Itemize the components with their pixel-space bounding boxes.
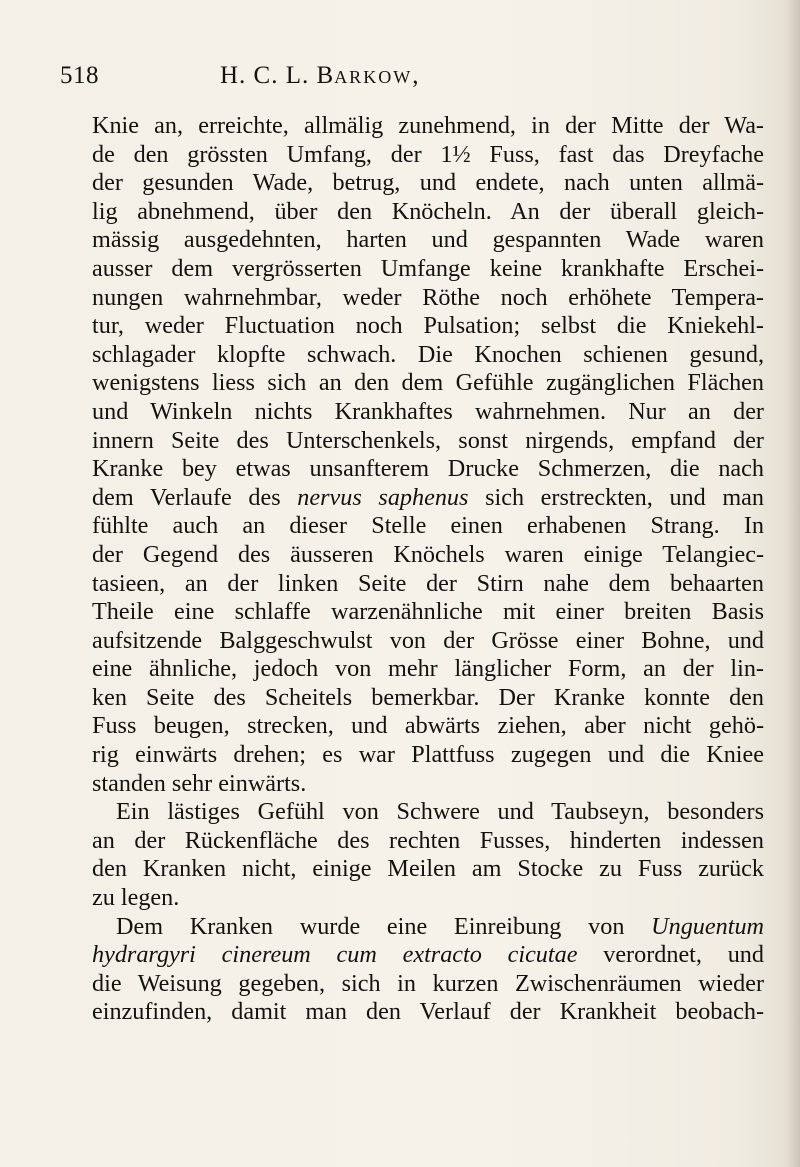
text-line (92, 169, 764, 198)
text-line-content: ken Seite des Scheitels bemerkbar. Der Kranke konnte den (92, 683, 764, 711)
text-line (92, 541, 764, 570)
text-line (92, 455, 764, 484)
text-line (92, 284, 764, 313)
text-line-content: rig einwärts drehen; es war Plattfuss zugegen und die Kniee (92, 741, 764, 769)
text-line-content: einzufinden, damit man den Verlauf der Krankheit beobach- (92, 998, 764, 1026)
text-line (92, 341, 764, 370)
text-line-segment: Dem Kranken wurde eine Einreibung von (116, 912, 652, 940)
text-line (92, 112, 764, 141)
text-line-content: zu legen. (92, 884, 180, 912)
text-line-content: Ein lästiges Gefühl von Schwere und Taubseyn, besonders (116, 798, 764, 826)
text-line (92, 398, 764, 427)
text-line-content: schlagader klopfte schwach. Die Knochen schienen gesund, (92, 340, 764, 368)
text-line (92, 712, 764, 741)
body-text (92, 112, 764, 1027)
italic-term: nervus saphenus (297, 483, 469, 511)
text-line-content: standen sehr einwärts. (92, 769, 307, 797)
text-line-segment: dem Verlaufe des (92, 483, 298, 511)
text-line-content: Kranke bey etwas unsanfterem Drucke Schmerzen, die nach (92, 455, 764, 483)
text-line (92, 255, 764, 284)
text-line (92, 855, 764, 884)
running-head-smallcaps: ARKOW (334, 67, 413, 87)
page-number: 518 (60, 62, 99, 89)
text-line-segment: sich erstreckten, und man (468, 483, 765, 511)
page-edge-shadow (786, 0, 800, 1167)
text-line (92, 970, 764, 999)
text-line (92, 741, 764, 770)
page-header (60, 62, 740, 98)
text-line-content: die Weisung gegeben, sich in kurzen Zwischenräumen wieder (92, 969, 764, 997)
text-line (92, 141, 764, 170)
text-line (92, 570, 764, 599)
text-line (92, 770, 764, 799)
text-line-segment: verordnet, und (577, 941, 764, 969)
text-line (92, 198, 764, 227)
text-line-content: Theile eine schlaffe warzenähnliche mit einer breiten Basis (92, 598, 764, 626)
text-line-content: aufsitzende Balggeschwulst von der Grösse einer Bohne, und (92, 626, 764, 654)
text-line (92, 827, 764, 856)
running-head-prefix: H. C. L. B (220, 62, 335, 89)
text-line-content: und Winkeln nichts Krankhaftes wahrnehmen. Nur an der (92, 397, 764, 425)
text-line-content: wenigstens liess sich an den dem Gefühle zugänglichen Flächen (92, 369, 764, 397)
text-line-content: an der Rückenfläche des rechten Fusses, hinderten indessen (92, 826, 764, 854)
text-line-content: de den grössten Umfang, der 1½ Fuss, fast das Dreyfache (92, 140, 764, 168)
text-line-content: Knie an, erreichte, allmälig zunehmend, in der Mitte der Wa- (92, 112, 764, 139)
text-line-content: fühlte auch an dieser Stelle einen erhabenen Strang. In (92, 512, 764, 540)
text-line (92, 484, 764, 513)
text-line-content: tur, weder Fluctuation noch Pulsation; selbst die Kniekehl- (92, 312, 764, 340)
text-line-content: eine ähnliche, jedoch von mehr länglicher Form, an der lin- (92, 655, 764, 683)
text-line (92, 512, 764, 541)
text-line-content: mässig ausgedehnten, harten und gespannten Wade waren (92, 226, 764, 254)
text-line (92, 369, 764, 398)
text-line-content: der gesunden Wade, betrug, und endete, nach unten allmä- (92, 169, 764, 197)
text-line (92, 226, 764, 255)
text-line-content: den Kranken nicht, einige Meilen am Stocke zu Fuss zurück (92, 855, 764, 883)
text-line (92, 884, 764, 913)
text-line-content: lig abnehmend, über den Knöcheln. An der überall gleich- (92, 197, 764, 225)
text-line (92, 655, 764, 684)
text-line (92, 913, 764, 942)
text-line (92, 684, 764, 713)
running-head (220, 62, 419, 90)
italic-term: hydrargyri cinereum cum extracto cicutae (92, 941, 578, 969)
text-line-content: der Gegend des äusseren Knöchels waren einige Telangiec- (92, 540, 764, 568)
text-line (92, 941, 764, 970)
text-line (92, 798, 764, 827)
text-line (92, 627, 764, 656)
text-line-content: nungen wahrnehmbar, weder Röthe noch erhöhete Tempera- (92, 283, 764, 311)
text-line (92, 427, 764, 456)
text-line (92, 312, 764, 341)
text-line-content: Fuss beugen, strecken, und abwärts ziehen, aber nicht gehö- (92, 712, 764, 740)
italic-term: Unguentum (651, 912, 764, 940)
running-head-suffix: , (412, 62, 420, 89)
text-line-content: tasieen, an der linken Seite der Stirn nahe dem behaarten (92, 569, 764, 597)
text-line-content: ausser dem vergrösserten Umfange keine krankhafte Erschei- (92, 254, 764, 282)
text-line-content: innern Seite des Unterschenkels, sonst nirgends, empfand der (92, 426, 764, 454)
text-line (92, 998, 764, 1027)
text-line (92, 598, 764, 627)
